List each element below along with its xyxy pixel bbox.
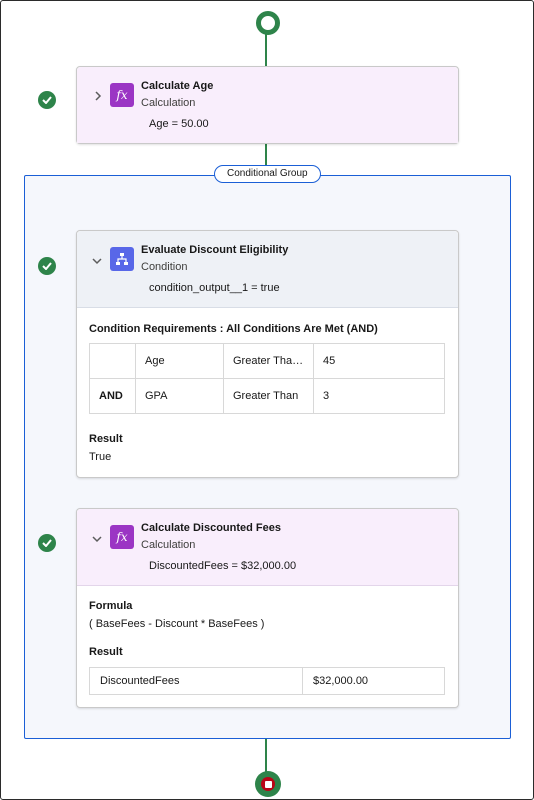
- condition-requirements-title: Condition Requirements : All Conditions Are Met (AND): [89, 323, 378, 335]
- step-type: Condition: [141, 261, 188, 273]
- result-label: Result: [89, 433, 123, 445]
- success-check-icon: [38, 534, 56, 552]
- condition-value: 3: [314, 379, 445, 414]
- table-row: [90, 668, 445, 695]
- condition-field: Age: [136, 344, 224, 379]
- condition-comparison: Greater Than: [224, 379, 314, 414]
- result-label: Result: [89, 646, 123, 658]
- condition-field: GPA: [136, 379, 224, 414]
- step-header[interactable]: [77, 509, 458, 586]
- condition-operator: [90, 344, 136, 379]
- fx-icon: fx: [110, 525, 134, 549]
- table-row: [90, 379, 445, 414]
- step-type: Calculation: [141, 97, 196, 109]
- table-row: [90, 344, 445, 379]
- step-output: DiscountedFees = $32,000.00: [149, 560, 297, 572]
- formula-label: Formula: [89, 600, 133, 612]
- step-output: Age = 50.00: [149, 118, 209, 130]
- step-header[interactable]: [77, 231, 458, 308]
- result-name: DiscountedFees: [90, 668, 303, 695]
- condition-value: 45: [314, 344, 445, 379]
- step-calculate-discounted-fees[interactable]: [76, 508, 459, 708]
- step-title: Calculate Age: [141, 80, 214, 92]
- chevron-down-icon[interactable]: [91, 533, 103, 545]
- end-node[interactable]: [255, 771, 281, 797]
- step-title: Calculate Discounted Fees: [141, 522, 281, 534]
- chevron-down-icon[interactable]: [91, 255, 103, 267]
- chevron-right-icon[interactable]: [92, 90, 104, 102]
- fx-icon: fx: [110, 83, 134, 107]
- condition-operator: AND: [90, 379, 136, 414]
- stop-icon: [261, 777, 275, 791]
- condition-comparison: Greater Tha…: [224, 344, 314, 379]
- step-header[interactable]: [77, 67, 458, 143]
- formula-value: ( BaseFees - Discount * BaseFees ): [89, 618, 265, 630]
- connector-line: [265, 34, 267, 67]
- hierarchy-icon: [110, 247, 134, 271]
- step-type: Calculation: [141, 539, 196, 551]
- success-check-icon: [38, 257, 56, 275]
- result-table: [89, 667, 445, 695]
- step-output: condition_output__1 = true: [149, 282, 280, 294]
- step-calculate-age[interactable]: [76, 66, 459, 144]
- connector-line: [265, 737, 267, 772]
- result-value: True: [89, 451, 112, 463]
- step-evaluate-discount-eligibility[interactable]: [76, 230, 459, 478]
- start-node[interactable]: [256, 11, 280, 35]
- conditional-group-label[interactable]: Conditional Group: [214, 165, 321, 183]
- result-amount: $32,000.00: [303, 668, 445, 695]
- step-title: Evaluate Discount Eligibility: [141, 244, 289, 256]
- condition-table: [89, 343, 445, 414]
- connector-line: [265, 143, 267, 166]
- success-check-icon: [38, 91, 56, 109]
